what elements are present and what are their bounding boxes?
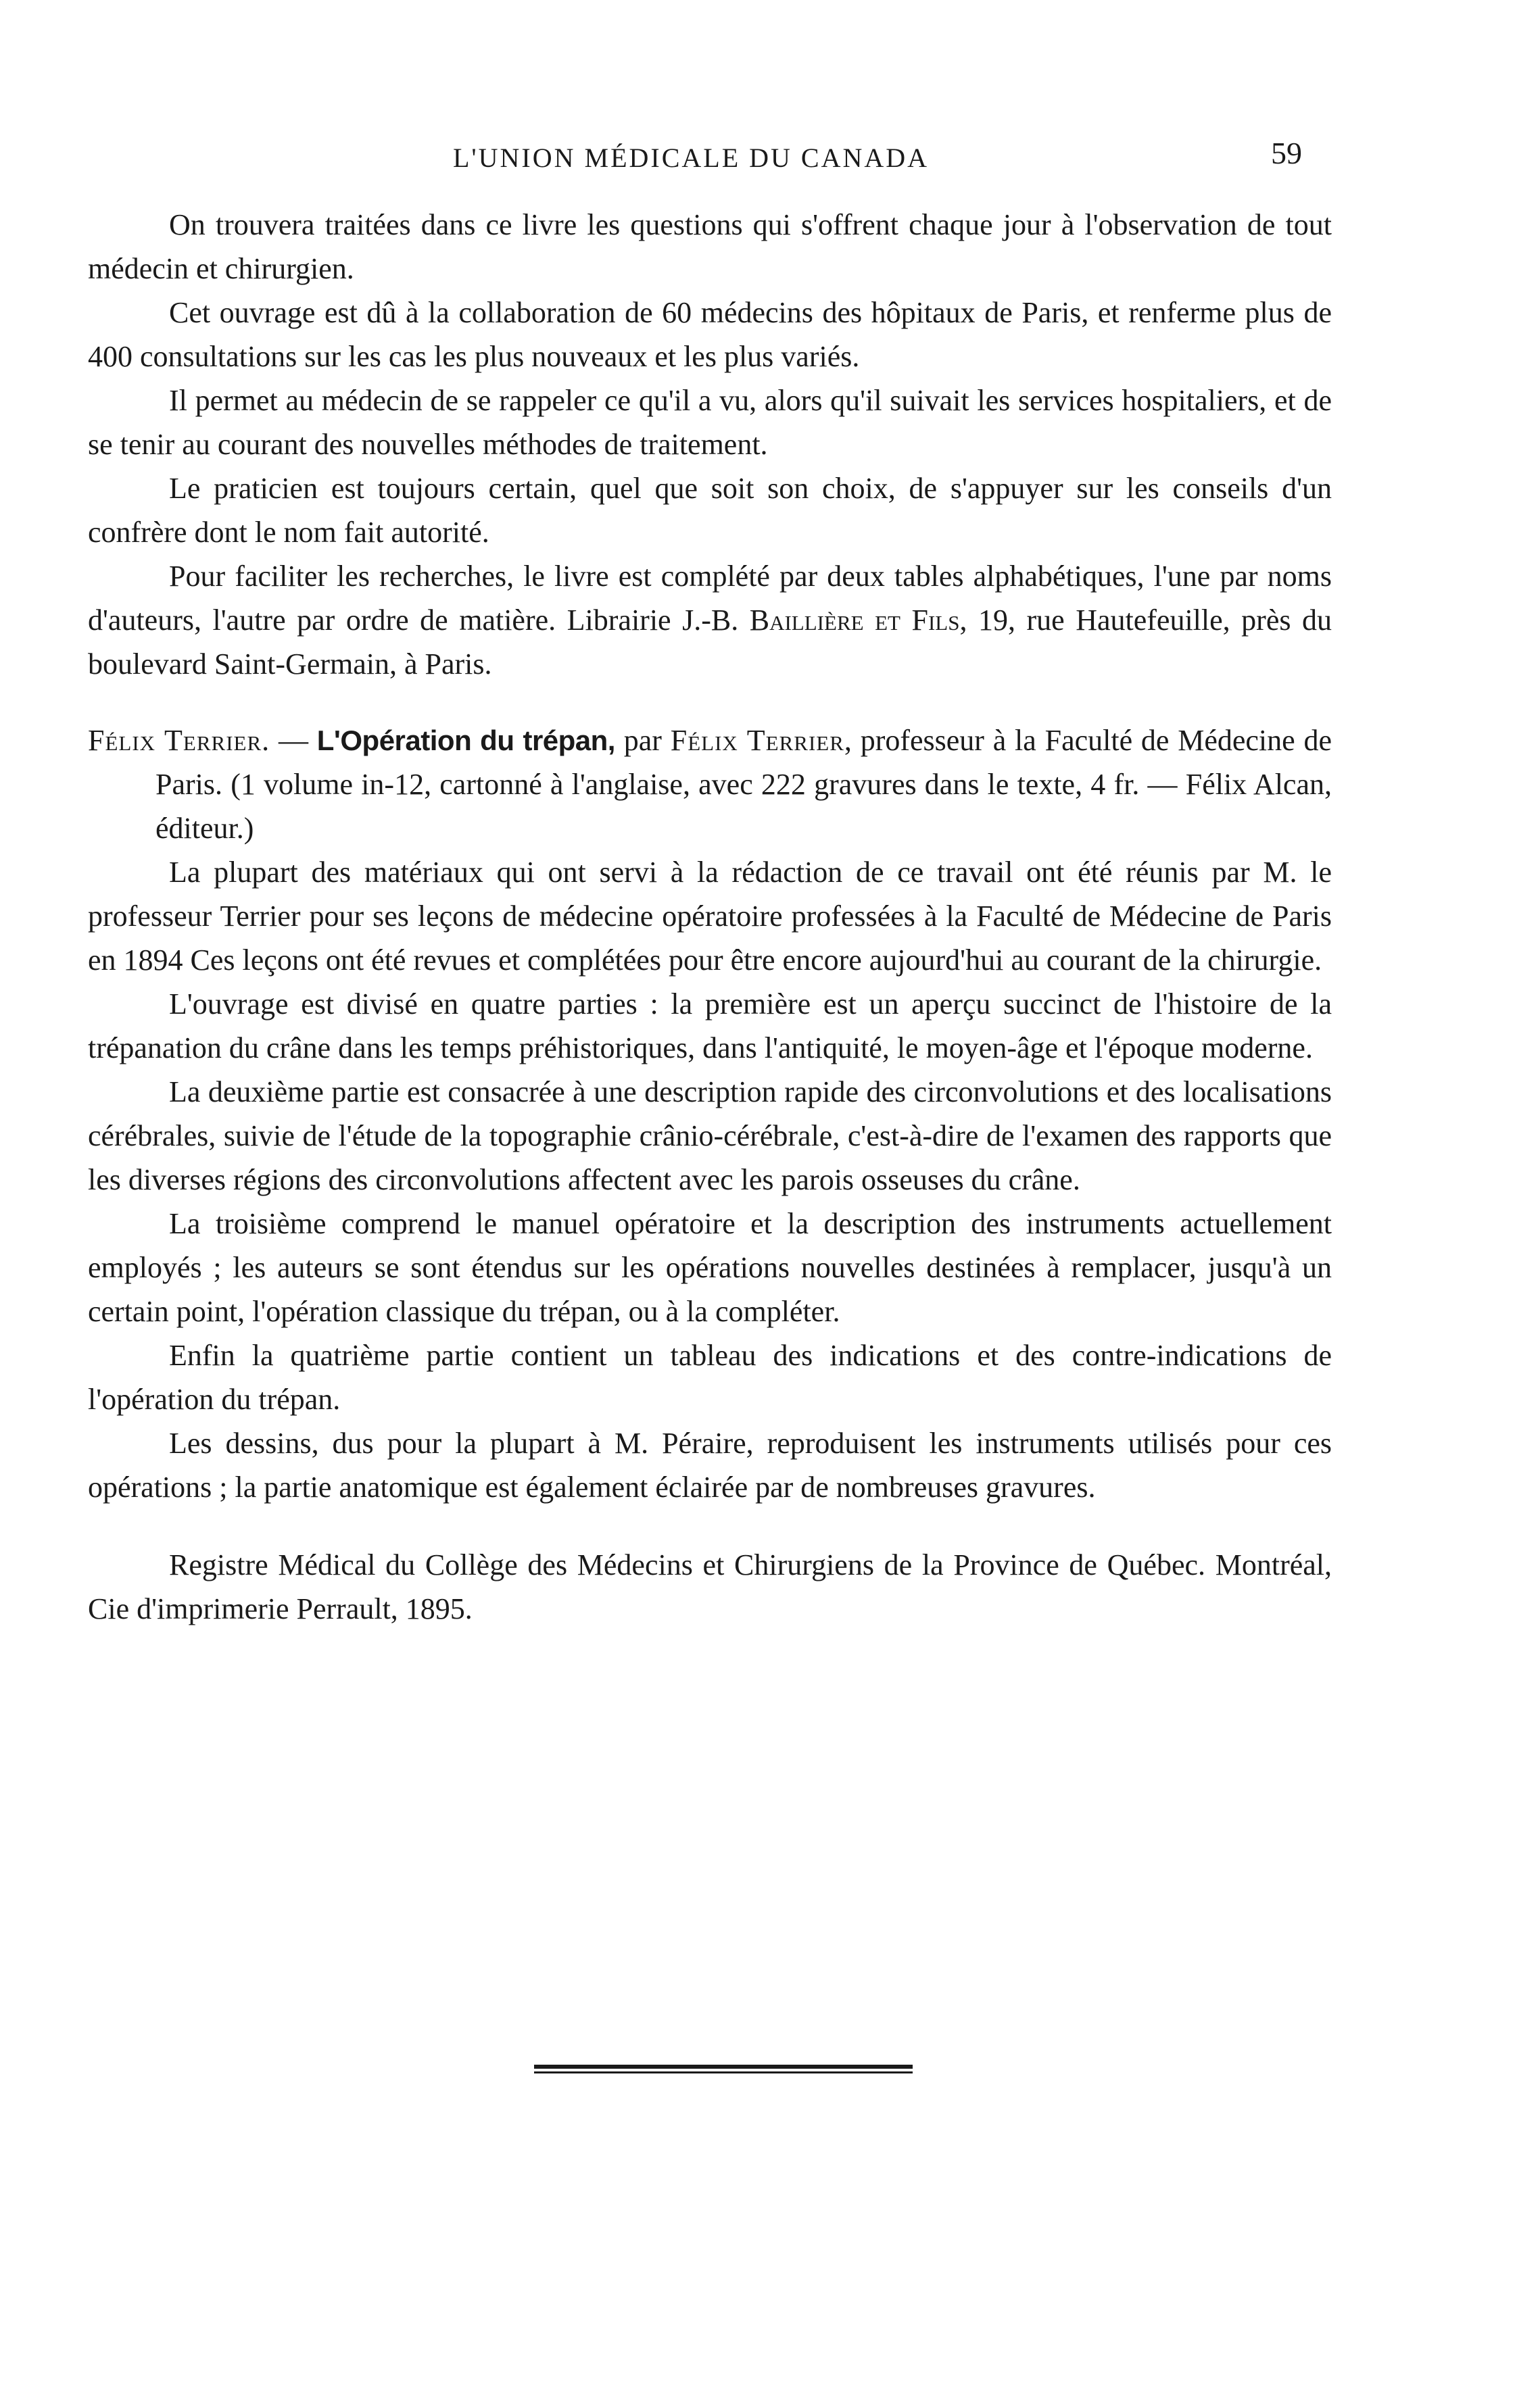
running-head <box>0 135 1515 176</box>
running-title: L'UNION MÉDICALE DU CANADA <box>453 143 930 173</box>
review-paragraph-1: La plupart des matériaux qui ont servi à la rédaction de ce travail ont été réunis par M. le professeur Terrier pour ses leçons de médecine opératoire professées à la Faculté de Médecine de Paris en 1894 Ces leçons ont été revues et complétées pour être encore aujourd'hui au courant de la chirurgie. <box>88 856 1332 977</box>
rule-thin-line <box>534 2071 913 2073</box>
consultations-paragraph-3: Il permet au médecin de se rappeler ce qu'il a vu, alors qu'il suivait les services hospitaliers, et de se tenir au courant des nouvelles méthodes de traitement. <box>88 384 1332 461</box>
review-paragraph-6: Les dessins, dus pour la plupart à M. Péraire, reproduisent les instruments utilisés pour ces opérations ; la partie anatomique est également éclairée par de nombreuses gravures. <box>88 1427 1332 1504</box>
review-paragraph-4: La troisième comprend le manuel opératoire et la description des instruments actuellement employés ; les auteurs se sont étendus sur les opérations nouvelles destinées à remplacer, jusqu'à un certain point, l'opération classique du trépan, ou à la compléter. <box>88 1207 1332 1328</box>
review-paragraph-3: La deuxième partie est consacrée à une description rapide des circonvolutions et des localisations cérébrales, suivie de l'étude de la topographie crânio-cérébrale, c'est-à-dire de l'examen des rapports que les diverses régions des circonvolutions affectent avec les parois osseuses du crâne. <box>88 1075 1332 1196</box>
publisher-name: Baillière et Fils <box>749 604 960 637</box>
consultations-paragraph-5-text: Pour faciliter les recherches, le livre est complété par deux tables alphabétiques, l'une par noms d'auteurs, l'autre par ordre de matière. Librairie J.-B. <box>88 560 1332 637</box>
consultations-paragraph-5 <box>88 554 1332 686</box>
review-book-title: L'Opération du trépan, <box>316 724 615 756</box>
consultations-paragraph-2: Cet ouvrage est dû à la collaboration de 60 médecins des hôpitaux de Paris, et renferme plus de 400 consultations sur les cas les plus nouveaux et les plus variés. <box>88 296 1332 373</box>
review-author-2: Félix Terrier <box>670 724 844 757</box>
review-paragraph-5: Enfin la quatrième partie contient un tableau des indications et des contre-indications de l'opération du trépan. <box>88 1339 1332 1416</box>
page-number: 59 <box>1271 136 1302 170</box>
registre-entry: Registre Médical du Collège des Médecins et Chirurgiens de la Province de Québec. Montréal, Cie d'imprimerie Perrault, 1895. <box>88 1548 1332 1625</box>
review-paragraph-2: L'ouvrage est divisé en quatre parties : la première est un aperçu succinct de l'histoire de la trépanation du crâne dans les temps préhistoriques, dans l'antiquité, le moyen-âge et l'époque moderne. <box>88 987 1332 1064</box>
review-by: par <box>615 724 671 757</box>
section-rule <box>534 2065 913 2074</box>
review-dash: — <box>270 724 317 757</box>
consultations-paragraph-4: Le praticien est toujours certain, quel que soit son choix, de s'appuyer sur les conseils d'un confrère dont le nom fait autorité. <box>88 472 1332 549</box>
review-author: Félix Terrier. <box>88 724 270 757</box>
review-heading <box>88 718 1332 850</box>
review-details: , professeur à la Faculté de Médecine de Paris. (1 volume in-12, cartonné à l'anglaise, avec 222 gravures dans le texte, 4 fr. — Félix Alcan, éditeur.) <box>155 724 1332 845</box>
consultations-paragraph-1: On trouvera traitées dans ce livre les questions qui s'offrent chaque jour à l'observation de tout médecin et chirurgien. <box>88 208 1332 285</box>
consultations-paragraph-5-end: , 19, rue Hautefeuille, près du boulevard Saint-Germain, à Paris. <box>88 604 1332 681</box>
rule-thick-line <box>534 2065 913 2069</box>
body-text <box>88 203 1332 1631</box>
